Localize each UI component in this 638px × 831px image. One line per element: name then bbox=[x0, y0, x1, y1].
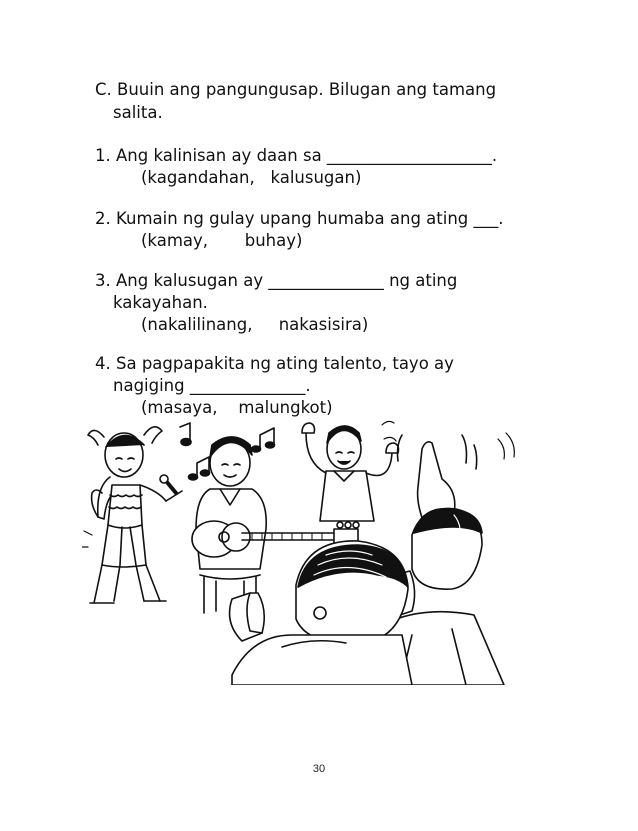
girl-singer-figure bbox=[88, 427, 182, 603]
item-4-sentence-cont: nagiging ______________. bbox=[113, 376, 311, 395]
item-2-sentence: 2. Kumain ng gulay upang humaba ang ating ___. bbox=[95, 209, 504, 228]
item-3-choices: (nakalilinang, nakasisira) bbox=[141, 315, 369, 334]
item-4-sentence: 4. Sa pagpapakita ng ating talento, tayo ay bbox=[95, 354, 454, 373]
item-4-choices: (masaya, malungkot) bbox=[141, 398, 333, 417]
item-3-sentence: 3. Ang kalusugan ay ______________ ng ating bbox=[95, 271, 458, 290]
section-heading-line-1: C. Buuin ang pangungusap. Bilugan ang tamang bbox=[95, 80, 497, 99]
item-1-choices: (kagandahan, kalusugan) bbox=[141, 168, 362, 187]
performance-illustration bbox=[82, 415, 522, 685]
item-1-sentence: 1. Ang kalinisan ay daan sa ____________________. bbox=[95, 146, 498, 165]
item-3-sentence-cont: kakayahan. bbox=[113, 293, 208, 312]
page-number: 30 bbox=[312, 763, 326, 775]
item-2-choices: (kamay, buhay) bbox=[141, 231, 303, 250]
section-heading-line-2: salita. bbox=[113, 103, 163, 122]
boy-dancer-figure bbox=[302, 423, 399, 521]
